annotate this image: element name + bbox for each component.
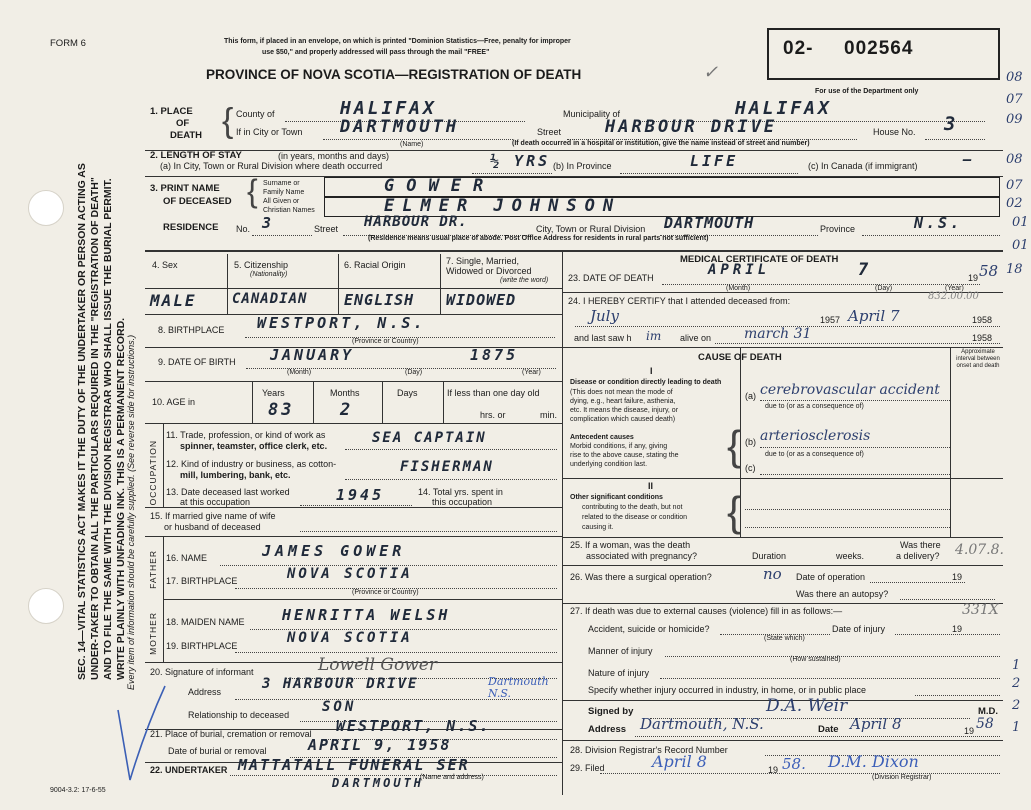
father-birthplace-sub: (Province or Country)	[352, 589, 419, 596]
punch-hole-top	[28, 190, 64, 226]
place-label-3: DEATH	[170, 130, 203, 141]
spouse-label-1: 15. If married give name of wife	[150, 511, 276, 521]
mother-name-label: 18. MAIDEN NAME	[166, 617, 245, 627]
mother-name-value: HENRITTA WELSH	[282, 606, 451, 624]
injury-date-label: Date of injury	[832, 624, 886, 634]
cause-a-value: cerebrovascular accident	[760, 382, 940, 398]
delivery-label-1: Was there	[900, 540, 941, 550]
residence-street: HARBOUR DR.	[364, 214, 468, 230]
trade-label-2: spinner, teamster, office clerk, etc.	[180, 441, 328, 451]
relationship-value: SON	[322, 699, 357, 715]
occupation-side-label: OCCUPATION	[148, 440, 158, 506]
filed-date: April 8	[652, 752, 707, 771]
registrar-no-label: 28. Division Registrar's Record Number	[570, 745, 728, 755]
industry-value: FISHERMAN	[400, 459, 494, 475]
stay-a-label: (a) In City, Town or Rural Division where death occurred	[160, 161, 383, 171]
father-birthplace-value: NOVA SCOTIA	[287, 566, 413, 582]
dob-label: 9. DATE OF BIRTH	[158, 357, 236, 367]
trade-label-1: 11. Trade, profession, or kind of work as	[166, 430, 326, 440]
municipality-value: HALIFAX	[735, 98, 832, 119]
last-worked-value: 1945	[336, 486, 385, 504]
citizenship-sub: (Nationality)	[250, 271, 288, 278]
city-value: DARTMOUTH	[340, 117, 460, 137]
lastseen-date: march 31	[744, 326, 812, 342]
undertaker-label: 22. UNDERTAKER	[150, 765, 228, 775]
place-brace: {	[222, 102, 234, 140]
informant-address-value: 3 HARBOUR DRIVE	[262, 676, 419, 692]
stay-label: 2. LENGTH OF STAY	[150, 150, 242, 161]
dob-month: JANUARY	[270, 346, 355, 364]
md-label: M.D.	[978, 706, 999, 717]
surname-value: GOWER	[384, 176, 496, 196]
days-label: Days	[397, 388, 418, 398]
direct-label-4: etc. It means the disease, injury, or	[570, 407, 679, 414]
cause-c-prefix: (c)	[745, 463, 756, 473]
dod-label: 23. DATE OF DEATH	[568, 273, 654, 283]
residence-no-label: No.	[236, 224, 251, 234]
residence-province-label: Province	[820, 224, 856, 234]
attended-to: April 7	[848, 307, 900, 325]
margin-code-13: 1	[1012, 720, 1021, 735]
antecedent-label-2: Morbid conditions, if any, giving	[570, 443, 668, 450]
how-sustained: (How sustained)	[790, 656, 841, 663]
racial-label: 6. Racial Origin	[344, 260, 406, 270]
antecedent-label-1: Antecedent causes	[570, 434, 634, 441]
min-label: min.	[540, 410, 558, 420]
given-value: ELMER JOHNSON	[384, 196, 622, 216]
delivery-label-2: a delivery?	[896, 551, 940, 561]
weeks-label: weeks.	[836, 551, 865, 561]
sex-value: MALE	[150, 291, 197, 310]
stay-b-label: (b) In Province	[553, 161, 612, 171]
state-which: (State which)	[764, 635, 805, 642]
antecedent-label-3: rise to the above cause, stating the	[570, 452, 679, 459]
birthplace-sub: (Province or Country)	[352, 338, 419, 345]
industry-label-1: 12. Kind of industry or business, as cotton-	[166, 459, 337, 469]
dod-year-prefix: 19	[968, 273, 979, 283]
mother-birthplace-label: 19. BIRTHPLACE	[166, 641, 238, 651]
dob-day-sub: (Day)	[405, 369, 423, 376]
margin-code-5: 07	[1006, 178, 1023, 193]
hrs-label: hrs. or	[480, 410, 506, 420]
margin-code-3: 09	[1006, 112, 1023, 127]
margin-code-2: 07	[1006, 92, 1023, 107]
statute-text: SEC. 14—VITAL STATISTICS ACT MAKES IT THE DUTY OF THE UNDERTAKER OR PERSON ACTING AS UNDER-TAKER TO OBTAIN ALL THE PARTICULARS REQUIRED IN THE "REGISTRATION OF DEATH" AND TO FILE THE SAME WITH THE DIVISION REGISTRAR WHO SHALL ISSUE THE BURIAL PERMIT. WRITE PLAINLY WITH UNFADING INK. THIS IS A PERMANENT RECORD.	[76, 163, 127, 680]
marital-label-2: Widowed or Divorced	[446, 266, 532, 276]
filed-year: 58.	[782, 755, 806, 773]
birthplace-value: WESTPORT, N.S.	[257, 314, 426, 332]
signer-year: 58	[976, 716, 994, 732]
total-years-label-1: 14. Total yrs. spent in	[418, 487, 503, 497]
autopsy-label: Was there an autopsy?	[796, 589, 889, 599]
street-value: HARBOUR DRIVE	[605, 117, 778, 137]
cause-b-value: arteriosclerosis	[760, 428, 871, 444]
signer-date-label: Date	[818, 724, 839, 735]
residence-city: DARTMOUTH	[664, 214, 755, 232]
dod-year: 58	[979, 262, 999, 280]
form-number: FORM 6	[50, 38, 86, 49]
father-birthplace-label: 17. BIRTHPLACE	[166, 576, 238, 586]
signed-by-value: D.A. Weir	[766, 696, 848, 716]
dod-day: 7	[858, 260, 872, 280]
dod-day-sub: (Day)	[875, 285, 893, 292]
relationship-label: Relationship to deceased	[188, 710, 290, 720]
medical-title: MEDICAL CERTIFICATE OF DEATH	[680, 254, 839, 265]
margin-code-10: 1	[1012, 658, 1021, 673]
months-label: Months	[330, 388, 360, 398]
filed-year-prefix: 19	[768, 765, 779, 775]
margin-code-11: 2	[1012, 676, 1021, 691]
other-brace: {	[727, 488, 742, 535]
informant-sig-label: 20. Signature of informant	[150, 667, 254, 677]
informant-address-label: Address	[188, 687, 222, 697]
dod-year-sub: (Year)	[945, 285, 964, 292]
registration-prefix: 02-	[783, 38, 814, 59]
dob-month-sub: (Month)	[287, 369, 312, 376]
given-label-2: Christian Names	[263, 207, 315, 214]
surname-label-2: Family Name	[263, 189, 305, 196]
racial-value: ENGLISH	[344, 291, 415, 309]
place-label-2: OF	[176, 118, 190, 129]
stay-a-value: ½ YRS	[490, 152, 551, 170]
antecedent-brace: {	[727, 422, 742, 469]
years-label: Years	[262, 388, 285, 398]
signer-address-value: Dartmouth, N.S.	[640, 715, 764, 733]
pen-check-mark	[110, 680, 170, 790]
due-to-a: due to (or as a consequence of)	[765, 403, 864, 410]
section-i-label: I	[650, 366, 653, 376]
house-label: House No.	[873, 127, 916, 137]
father-name-label: 16. NAME	[166, 553, 208, 563]
surname-label-1: Surname or	[263, 180, 300, 187]
injury-year: 19	[952, 624, 963, 634]
surgical-value: no	[763, 565, 782, 583]
direct-label-3: dying, e.g., heart failure, asthenia,	[570, 398, 676, 405]
residence-province: N.S.	[914, 214, 963, 232]
dob-year-sub: (Year)	[522, 369, 541, 376]
spouse-label-2: or husband of deceased	[164, 522, 261, 532]
external-label: 27. If death was due to external causes (violence) fill in as follows:—	[570, 606, 843, 616]
signer-year-prefix: 19	[964, 726, 975, 736]
stay-sub: (in years, months and days)	[278, 151, 390, 161]
due-to-b: due to (or as a consequence of)	[765, 451, 864, 458]
other-label-4: causing it.	[582, 524, 614, 531]
informant-signature: Lowell Gower	[318, 655, 437, 675]
margin-code-1: 08	[1006, 70, 1023, 85]
burial-date-value: APRIL 9, 1958	[308, 736, 452, 754]
citizenship-label: 5. Citizenship	[234, 260, 289, 270]
last-worked-label-2: at this occupation	[180, 497, 251, 507]
stay-b-value: LIFE	[690, 152, 739, 170]
direct-label-1: Disease or condition directly leading to death	[570, 379, 722, 386]
lastseen-label: and last saw h	[574, 333, 632, 343]
industry-label-2: mill, lumbering, bank, etc.	[180, 470, 291, 480]
margin-code-12: 2	[1012, 698, 1021, 713]
woman-label-2: associated with pregnancy?	[586, 551, 698, 561]
other-label-3: related to the disease or condition	[582, 514, 688, 521]
where-label: Specify whether injury occurred in industry, in home, or in public place	[588, 685, 866, 695]
margin-code-8: 01	[1012, 215, 1029, 230]
cause-a-prefix: (a)	[745, 391, 756, 401]
stay-c-value: —	[963, 152, 975, 168]
undertaker-sub: (Name and address)	[420, 774, 484, 781]
delivery-code: 4.07.8.	[955, 542, 1004, 558]
deceased-label-1: 3. PRINT NAME	[150, 183, 220, 194]
deceased-label-2: OF DECEASED	[163, 196, 232, 207]
other-label-2: contributing to the death, but not	[582, 504, 683, 511]
last-worked-label-1: 13. Date deceased last worked	[166, 487, 290, 497]
residence-note: (Residence means usual place of abode. Post Office Address for residents in rural parts not sufficient)	[368, 235, 709, 242]
deceased-brace: {	[247, 173, 258, 209]
dod-month: APRIL	[708, 262, 771, 278]
alive-label: alive on	[680, 333, 712, 343]
residence-no: 3	[262, 214, 275, 232]
informant-address-annotation: Dartmouth N.S.	[488, 675, 549, 700]
attended-to-year: 1958	[972, 315, 993, 325]
birthplace-label: 8. BIRTHPLACE	[158, 325, 225, 335]
department-use-note: For use of the Department only	[815, 88, 919, 95]
margin-code-9: 01	[1012, 238, 1029, 253]
margin-code-4: 08	[1006, 152, 1023, 167]
county-label: County of	[236, 109, 275, 119]
attended-code: 832.00.00	[928, 291, 979, 302]
external-code: 331X	[962, 602, 999, 618]
lastseen-year: 1958	[972, 333, 993, 343]
margin-code-7: 18	[1006, 262, 1023, 277]
attended-from-year: 1957	[820, 315, 841, 325]
check-mark: ✓	[703, 62, 719, 83]
months-value: 2	[340, 400, 354, 420]
attended-label: 24. I HEREBY CERTIFY that I attended deceased from:	[568, 296, 791, 306]
lessday-label: If less than one day old	[447, 388, 540, 398]
dod-month-sub: (Month)	[726, 285, 751, 292]
antecedent-label-4: underlying condition last.	[570, 461, 648, 468]
direct-label-5: complication which caused death)	[570, 416, 676, 423]
signer-address-label: Address	[588, 724, 627, 735]
place-label-1: 1. PLACE	[150, 106, 193, 117]
margin-code-6: 02	[1006, 196, 1023, 211]
registrar-signature: D.M. Dixon	[828, 752, 919, 771]
burial-date-label: Date of burial or removal	[168, 746, 267, 756]
residence-street-label: Street	[314, 224, 339, 234]
direct-label-2: (This does not mean the mode of	[570, 389, 673, 396]
manner-label: Manner of injury	[588, 646, 653, 656]
residence-city-label: City, Town or Rural Division	[536, 224, 646, 234]
city-label: If in City or Town	[236, 127, 303, 137]
father-name-value: JAMES GOWER	[262, 542, 406, 560]
signer-date-value: April 8	[850, 715, 902, 733]
attended-from: July	[590, 307, 619, 325]
mother-birthplace-value: NOVA SCOTIA	[287, 630, 413, 646]
street-label: Street	[537, 127, 562, 137]
cause-b-prefix: (b)	[745, 437, 756, 447]
burial-place-label: 21. Place of burial, cremation or removal	[150, 729, 312, 739]
punch-hole-bottom	[28, 588, 64, 624]
op-date-label: Date of operation	[796, 572, 866, 582]
city-name-sub: (Name)	[400, 141, 424, 148]
postage-notice-2: use $50," and properly addressed will pass through the mail "FREE"	[262, 49, 490, 56]
burial-place-value: WESTPORT, N.S.	[336, 717, 491, 735]
filed-label: 29. Filed	[570, 763, 605, 773]
cause-title: CAUSE OF DEATH	[698, 352, 782, 363]
trade-value: SEA CAPTAIN	[372, 430, 487, 446]
stay-c-label: (c) In Canada (if immigrant)	[808, 161, 918, 171]
other-label-1: Other significant conditions	[570, 494, 663, 501]
total-years-label-2: this occupation	[432, 497, 493, 507]
signed-label: Signed by	[588, 706, 634, 717]
marital-label-1: 7. Single, Married,	[446, 256, 520, 266]
form-code: 9004-3.2: 17-6-55	[50, 787, 106, 794]
hospital-note: (If death occurred in a hospital or institution, give the name instead of street and number)	[512, 140, 810, 147]
father-side-label: FATHER	[148, 550, 158, 589]
undertaker-value: MATTATALL FUNERAL SER	[238, 756, 470, 774]
postage-notice-1: This form, if placed in an envelope, on which is printed "Dominion Statistics—Free, penalty for improper	[224, 38, 571, 45]
years-value: 83	[268, 400, 295, 420]
registrar-sub: (Division Registrar)	[872, 774, 932, 781]
mother-side-label: MOTHER	[148, 612, 158, 655]
reverse-note: Every item of information should be carefully supplied. (See reverse side for instructions.)	[126, 334, 136, 690]
age-label: 10. AGE in	[152, 397, 196, 407]
nature-label: Nature of injury	[588, 668, 650, 678]
section-ii-label: II	[648, 481, 654, 491]
sex-label: 4. Sex	[152, 260, 178, 270]
op-year: 19	[952, 572, 963, 582]
undertaker-city: DARTMOUTH	[332, 776, 425, 790]
accident-label: Accident, suicide or homicide?	[588, 624, 710, 634]
given-label-1: All Given or	[263, 198, 300, 205]
registration-number: 002564	[844, 38, 914, 59]
form-title: PROVINCE OF NOVA SCOTIA—REGISTRATION OF DEATH	[206, 67, 582, 82]
surgical-label: 26. Was there a surgical operation?	[570, 572, 712, 582]
county-value: HALIFAX	[340, 98, 437, 119]
municipality-label: Municipality of	[563, 109, 621, 119]
citizenship-value: CANADIAN	[232, 291, 308, 307]
marital-value: WIDOWED	[446, 291, 517, 309]
duration-label: Duration	[752, 551, 787, 561]
lastseen-him: im	[646, 329, 662, 343]
residence-label: RESIDENCE	[163, 222, 219, 233]
interval-head: Approximate interval between onset and death	[956, 349, 1000, 369]
house-value: 3	[944, 113, 959, 135]
marital-label-3: (write the word)	[500, 277, 549, 284]
woman-label-1: 25. If a woman, was the death	[570, 540, 691, 550]
dob-year: 1875	[470, 346, 519, 364]
